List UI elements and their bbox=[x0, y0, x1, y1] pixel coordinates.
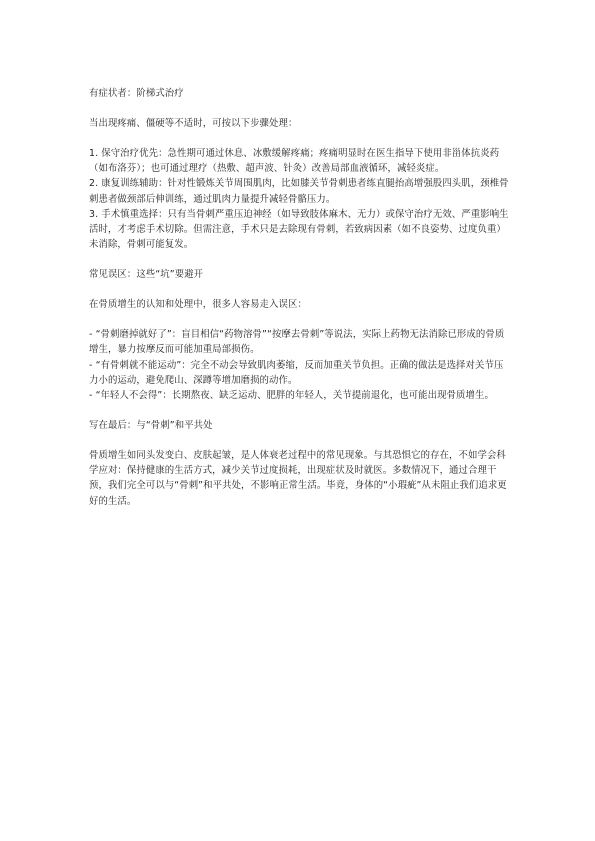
section-intro-misconceptions: 在骨质增生的认知和处理中，很多人容易走入误区： bbox=[89, 299, 307, 311]
section-intro-treatment: 当出现疼痛、僵硬等不适时，可按以下步骤处理： bbox=[89, 118, 298, 129]
list-item: - “年轻人不会得”：长期熬夜、缺乏运动、肥胖的年轻人，关节提前退化，也可能出现骨质增生。 bbox=[89, 390, 494, 402]
list-item: 3. 手术慎重选择：只有当骨刺严重压迫神经（如导致肢体麻木、无力）或保守治疗无效、严重影响生活时，才考虑手术切除。但需注意，手术只是去除现有骨刺，若致病因素（如不良姿势、过度负重）未消除，骨刺可能复发。 bbox=[89, 208, 509, 251]
section-heading-conclusion: 写在最后：与“骨刺”和平共处 bbox=[89, 420, 213, 432]
section-heading-treatment: 有症状者：阶梯式治疗 bbox=[89, 88, 184, 99]
list-item: 1. 保守治疗优先：急性期可通过休息、冰敷缓解疼痛；疼痛明显时在医生指导下使用非甾体抗炎药（如布洛芬）；也可通过理疗（热敷、超声波、针灸）改善局部血液循环，减轻炎症。 bbox=[89, 148, 500, 175]
section-heading-misconceptions: 常见误区：这些“坑”要避开 bbox=[89, 269, 204, 281]
conclusion-paragraph: 骨质增生如同头发变白、皮肤起皱，是人体衰老过程中的常见现象。与其恐惧它的存在，不如学会科学应对：保持健康的生活方式，减少关节过度损耗，出现症状及时就医。多数情况下，通过合理干预，我们完全可以与“骨刺”和平共处，不影响正常生活。毕竟，身体的“小瑕疵”从未阻止我们追求更好的生活。 bbox=[89, 450, 507, 507]
list-item: 2. 康复训练辅助：针对性锻炼关节周围肌肉，比如膝关节骨刺患者练直腿抬高增强股四头肌，颈椎骨刺患者做颈部后伸训练，通过肌肉力量提升减轻骨骼压力。 bbox=[89, 178, 509, 205]
list-item: - “有骨刺就不能运动”：完全不动会导致肌肉萎缩，反而加重关节负担。正确的做法是选择对关节压力小的运动，避免爬山、深蹲等增加磨损的动作。 bbox=[89, 359, 504, 386]
list-item: - “骨刺磨掉就好了”：盲目相信“药物溶骨”“按摩去骨刺”等说法，实际上药物无法消除已形成的骨质增生，暴力按摩反而可能加重局部损伤。 bbox=[89, 329, 505, 356]
document-body bbox=[89, 86, 509, 509]
